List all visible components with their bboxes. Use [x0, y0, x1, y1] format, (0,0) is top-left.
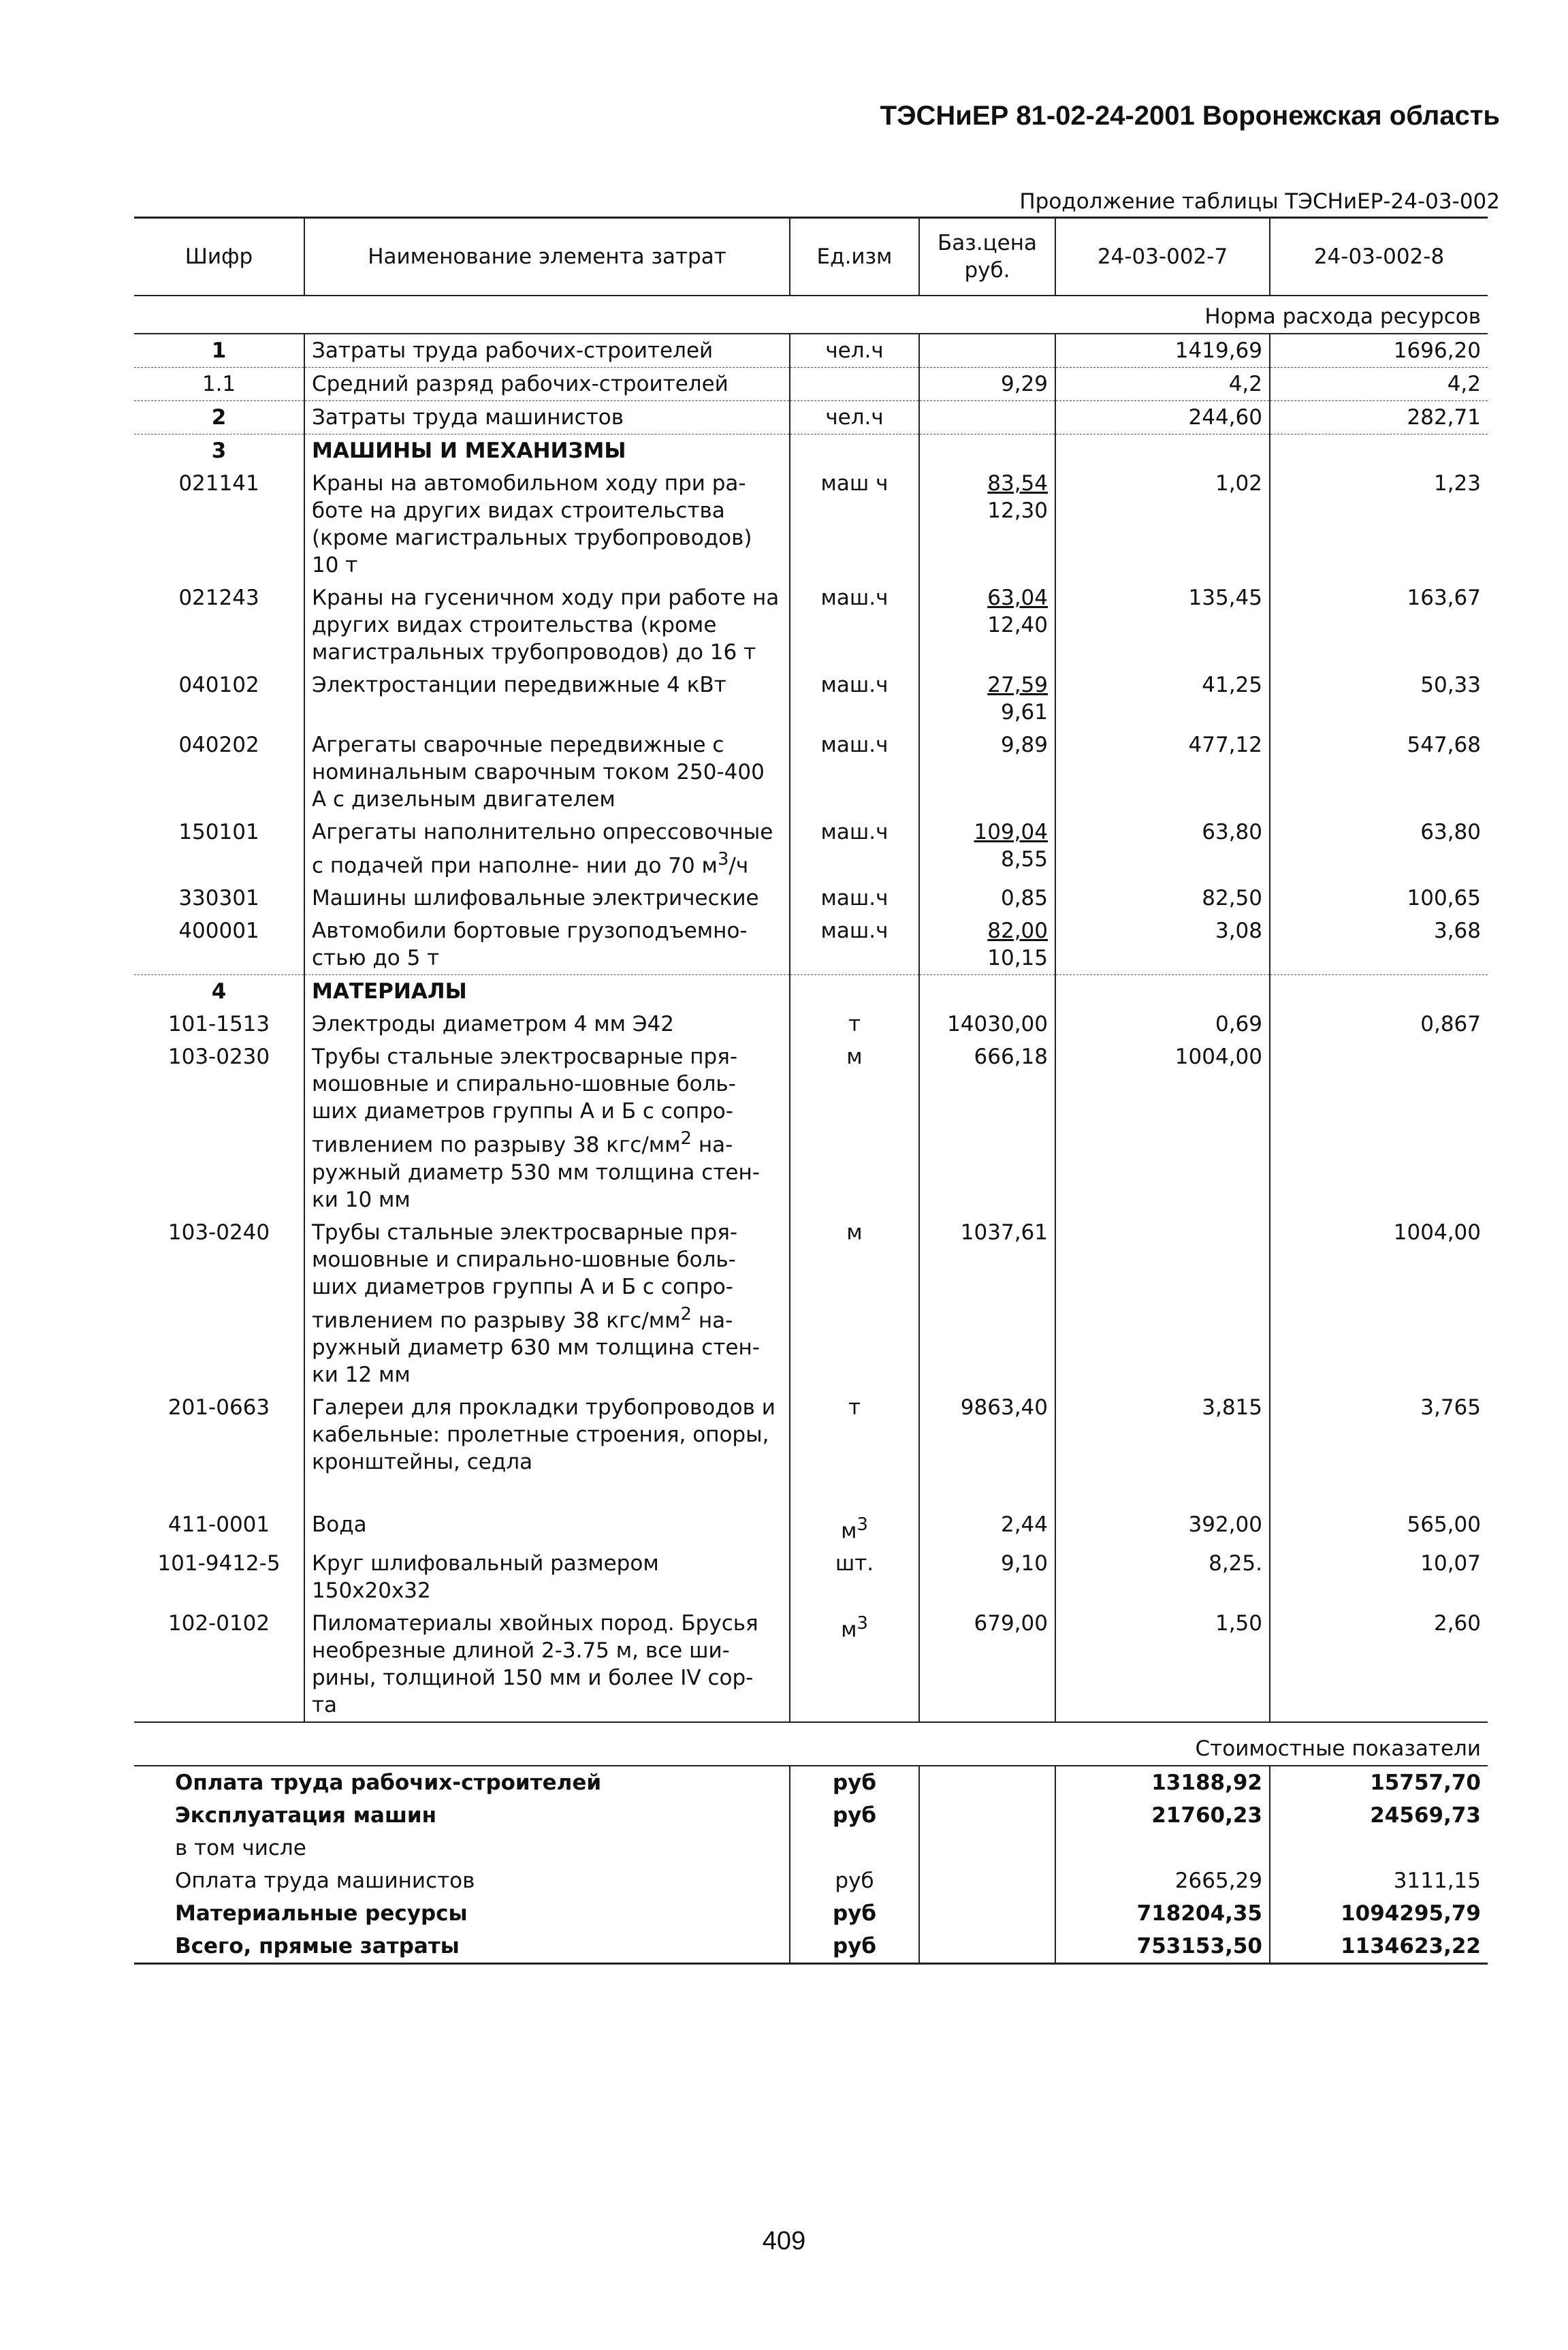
- row-unit: маш.ч: [790, 882, 919, 915]
- row-name: Краны на автомобильном ходу при ра- боте на других видах строительства (кроме магистральных трубопроводов) 10 т: [304, 467, 790, 582]
- row-price: 1037,61: [919, 1216, 1055, 1391]
- row-value-b: 163,67: [1270, 582, 1488, 669]
- cost-unit: руб: [790, 1799, 919, 1832]
- cost-row: [134, 1930, 1488, 1964]
- row-code: 102-0102: [167, 1611, 270, 1636]
- table-row: [134, 467, 1488, 582]
- table-row: [134, 1008, 1488, 1041]
- price-total: 27,59: [987, 673, 1048, 697]
- row-value-b: 282,71: [1270, 401, 1488, 434]
- row-name: Затраты труда машинистов: [304, 401, 790, 434]
- row-code: 021243: [178, 586, 259, 610]
- price-labor: 12,30: [987, 498, 1048, 523]
- row-name: Трубы стальные электросварные пря- мошовные и спирально-шовные боль- ших диаметров группы А и Б с сопро- тивлением по разрыву 38 кгс/$мм^2$ на- ружный диаметр 530 мм толщина стен- ки 10 мм: [304, 1041, 790, 1216]
- section-title: МАТЕРИАЛЫ: [304, 975, 790, 1009]
- cost-name: Материальные ресурсы: [175, 1901, 468, 1926]
- price-total: 82,00: [987, 919, 1048, 944]
- table-row: [134, 582, 1488, 669]
- row-value-a: 0,69: [1055, 1008, 1270, 1041]
- row-code: 103-0240: [167, 1220, 270, 1245]
- row-unit: $м^3$: [790, 1607, 919, 1722]
- section-row-materials: [134, 975, 1488, 1009]
- table-row: [134, 915, 1488, 975]
- row-price: [919, 467, 1055, 582]
- table-row: [134, 401, 1488, 434]
- table-row: [134, 882, 1488, 915]
- row-unit: т: [790, 1391, 919, 1508]
- cost-label-row: [134, 1722, 1488, 1766]
- row-unit: чел.ч: [790, 334, 919, 368]
- row-value-a: 3,08: [1055, 915, 1270, 975]
- table-row: [134, 669, 1488, 729]
- row-code: 101-9412-5: [157, 1551, 281, 1576]
- row-value-a: 1004,00: [1055, 1041, 1270, 1216]
- row-value-a: 135,45: [1055, 582, 1270, 669]
- cost-value-b: 15757,70: [1270, 1766, 1488, 1799]
- table-row: [134, 1508, 1488, 1547]
- table-row: [134, 1041, 1488, 1216]
- cost-value-b: 1094295,79: [1270, 1897, 1488, 1930]
- section-row-machines: [134, 434, 1488, 468]
- row-price: [919, 816, 1055, 882]
- cost-name: Оплата труда рабочих-строителей: [175, 1771, 602, 1796]
- header-name: Наименование элемента затрат: [304, 218, 790, 296]
- cost-value-b: 3111,15: [1270, 1864, 1488, 1897]
- row-unit: маш.ч: [790, 729, 919, 816]
- row-name: Электроды диаметром 4 мм Э42: [304, 1008, 790, 1041]
- row-value-a: 82,50: [1055, 882, 1270, 915]
- row-value-a: [1055, 1216, 1270, 1391]
- row-name: Средний разряд рабочих-строителей: [304, 368, 790, 401]
- cost-value-a: 718204,35: [1055, 1897, 1270, 1930]
- row-name: Автомобили бортовые грузоподъемно- стью до 5 т: [304, 915, 790, 975]
- row-name: Вода: [304, 1508, 790, 1547]
- row-price: 9863,40: [919, 1391, 1055, 1508]
- cost-unit: руб: [790, 1864, 919, 1897]
- row-value-a: 244,60: [1055, 401, 1270, 434]
- row-value-a: 8,25.: [1055, 1547, 1270, 1607]
- cost-value-a: 21760,23: [1055, 1799, 1270, 1832]
- row-value-b: [1270, 1041, 1488, 1216]
- row-name: Краны на гусеничном ходу при работе на других видах строительства (кроме магистральных трубопроводов) до 16 т: [304, 582, 790, 669]
- row-name: Пиломатериалы хвойных пород. Брусья необрезные длиной 2-3.75 м, все ши- рины, толщиной 150 мм и более IV сор- та: [304, 1607, 790, 1722]
- row-value-a: 41,25: [1055, 669, 1270, 729]
- table-continuation-label: Продолжение таблицы ТЭСНиЕР-24-03-002: [1019, 189, 1500, 214]
- row-value-a: 477,12: [1055, 729, 1270, 816]
- row-code: 103-0230: [167, 1045, 270, 1070]
- row-unit: м: [790, 1216, 919, 1391]
- row-unit: чел.ч: [790, 401, 919, 434]
- row-value-a: 4,2: [1055, 368, 1270, 401]
- row-price: [919, 334, 1055, 368]
- table-row: [134, 1216, 1488, 1391]
- row-value-b: 10,07: [1270, 1547, 1488, 1607]
- price-labor: 9,61: [1000, 700, 1048, 725]
- row-value-a: 1,02: [1055, 467, 1270, 582]
- price-labor: 12,40: [987, 613, 1048, 637]
- price-labor: 8,55: [1000, 847, 1048, 872]
- row-unit: [790, 368, 919, 401]
- row-price: 9,29: [919, 368, 1055, 401]
- table-row: [134, 816, 1488, 882]
- price-total: 63,04: [987, 586, 1048, 610]
- norm-label-row: [134, 296, 1488, 334]
- row-unit: маш.ч: [790, 816, 919, 882]
- row-value-b: 1696,20: [1270, 334, 1488, 368]
- row-code: 040202: [178, 733, 259, 757]
- row-unit: м: [790, 1041, 919, 1216]
- row-unit: $м^3$: [790, 1508, 919, 1547]
- price-total: 109,04: [974, 820, 1048, 844]
- row-price: 666,18: [919, 1041, 1055, 1216]
- document-title: ТЭСНиЕР 81-02-24-2001 Воронежская область: [880, 101, 1500, 131]
- row-unit: шт.: [790, 1547, 919, 1607]
- row-name: Агрегаты наполнительно опрессовочные с подачей при наполне- нии до 70 $м^3/ч$: [304, 816, 790, 882]
- row-code: 411-0001: [167, 1512, 270, 1537]
- row-value-b: 565,00: [1270, 1508, 1488, 1547]
- cost-value-a: 2665,29: [1055, 1864, 1270, 1897]
- header-code: Шифр: [134, 218, 304, 296]
- row-price: 9,10: [919, 1547, 1055, 1607]
- cost-name: Оплата труда машинистов: [175, 1869, 475, 1894]
- table-row: [134, 1607, 1488, 1722]
- row-price: 14030,00: [919, 1008, 1055, 1041]
- row-value-b: 50,33: [1270, 669, 1488, 729]
- row-code: 330301: [178, 886, 259, 911]
- row-unit: маш ч: [790, 467, 919, 582]
- row-value-b: 0,867: [1270, 1008, 1488, 1041]
- table-row: [134, 729, 1488, 816]
- row-code: 150101: [178, 820, 259, 844]
- row-price: [919, 401, 1055, 434]
- header-col-b: 24-03-002-8: [1270, 218, 1488, 296]
- row-unit: маш.ч: [790, 669, 919, 729]
- norm-label: Норма расхода ресурсов: [134, 296, 1488, 334]
- row-code: 4: [134, 975, 304, 1009]
- row-value-b: 547,68: [1270, 729, 1488, 816]
- cost-row: [134, 1864, 1488, 1897]
- row-value-b: 3,68: [1270, 915, 1488, 975]
- row-price: 9,89: [919, 729, 1055, 816]
- row-value-a: 1419,69: [1055, 334, 1270, 368]
- row-code: 2: [134, 401, 304, 434]
- row-code: 1.1: [134, 368, 304, 401]
- cost-value-a: 753153,50: [1055, 1930, 1270, 1964]
- table-row: [134, 334, 1488, 368]
- row-code: 021141: [178, 471, 259, 496]
- row-code: 1: [211, 338, 227, 363]
- row-name: Затраты труда рабочих-строителей: [304, 334, 790, 368]
- row-value-b: 4,2: [1270, 368, 1488, 401]
- row-value-b: 2,60: [1270, 1607, 1488, 1722]
- cost-unit: руб: [790, 1766, 919, 1799]
- row-price: 0,85: [919, 882, 1055, 915]
- row-value-a: 392,00: [1055, 1508, 1270, 1547]
- row-price: 679,00: [919, 1607, 1055, 1722]
- cost-name: Всего, прямые затраты: [134, 1930, 790, 1964]
- row-name: Электростанции передвижные 4 кВт: [304, 669, 790, 729]
- page-number: 409: [762, 2227, 806, 2255]
- price-labor: 10,15: [987, 946, 1048, 971]
- cost-row: [134, 1766, 1488, 1799]
- header-price: Баз.цена руб.: [919, 218, 1055, 296]
- row-name: Круг шлифовальный размером 150х20х32: [304, 1547, 790, 1607]
- cost-unit: руб: [790, 1897, 919, 1930]
- row-name: Агрегаты сварочные передвижные с номинальным сварочным током 250-400 А с дизельным двигателем: [304, 729, 790, 816]
- row-name: Трубы стальные электросварные пря- мошовные и спирально-шовные боль- ших диаметров группы А и Б с сопро- тивлением по разрыву 38 кгс/$мм^2$ на- ружный диаметр 630 мм толщина стен- ки 12 мм: [304, 1216, 790, 1391]
- row-price: [919, 915, 1055, 975]
- header-col-a: 24-03-002-7: [1055, 218, 1270, 296]
- cost-unit: руб: [790, 1930, 919, 1964]
- row-value-b: 1004,00: [1270, 1216, 1488, 1391]
- row-name: Галереи для прокладки трубопроводов и кабельные: пролетные строения, опоры, кронштейны, седла: [304, 1391, 790, 1508]
- cost-value-b: 24569,73: [1270, 1799, 1488, 1832]
- table-row: [134, 368, 1488, 401]
- row-value-a: 3,815: [1055, 1391, 1270, 1508]
- row-code: 101-1513: [167, 1012, 270, 1037]
- row-value-b: 1,23: [1270, 467, 1488, 582]
- row-code: 3: [134, 434, 304, 468]
- cost-name: в том числе: [175, 1836, 306, 1861]
- cost-value-b: 1134623,22: [1270, 1930, 1488, 1964]
- price-total: 83,54: [987, 471, 1048, 496]
- row-value-b: 63,80: [1270, 816, 1488, 882]
- table-row: [134, 1547, 1488, 1607]
- resource-norms-table: [134, 217, 1488, 1965]
- cost-label: Стоимостные показатели: [134, 1722, 1488, 1766]
- header-unit: Ед.изм: [790, 218, 919, 296]
- cost-row: [134, 1897, 1488, 1930]
- row-value-a: 63,80: [1055, 816, 1270, 882]
- cost-value-a: 13188,92: [1055, 1766, 1270, 1799]
- row-code: 201-0663: [167, 1395, 270, 1420]
- row-price: [919, 582, 1055, 669]
- row-unit: маш.ч: [790, 582, 919, 669]
- row-unit: маш.ч: [790, 915, 919, 975]
- table-row: [134, 1391, 1488, 1508]
- row-value-a: 1,50: [1055, 1607, 1270, 1722]
- table-header-row: [134, 218, 1488, 296]
- row-unit: т: [790, 1008, 919, 1041]
- row-code: 040102: [178, 673, 259, 697]
- row-value-b: 100,65: [1270, 882, 1488, 915]
- row-value-b: 3,765: [1270, 1391, 1488, 1508]
- row-price: 2,44: [919, 1508, 1055, 1547]
- cost-name: Эксплуатация машин: [175, 1803, 437, 1828]
- section-title: МАШИНЫ И МЕХАНИЗМЫ: [304, 434, 790, 468]
- row-code: 400001: [178, 919, 259, 944]
- row-price: [919, 669, 1055, 729]
- row-name: Машины шлифовальные электрические: [304, 882, 790, 915]
- cost-row: [134, 1832, 1488, 1864]
- cost-row: [134, 1799, 1488, 1832]
